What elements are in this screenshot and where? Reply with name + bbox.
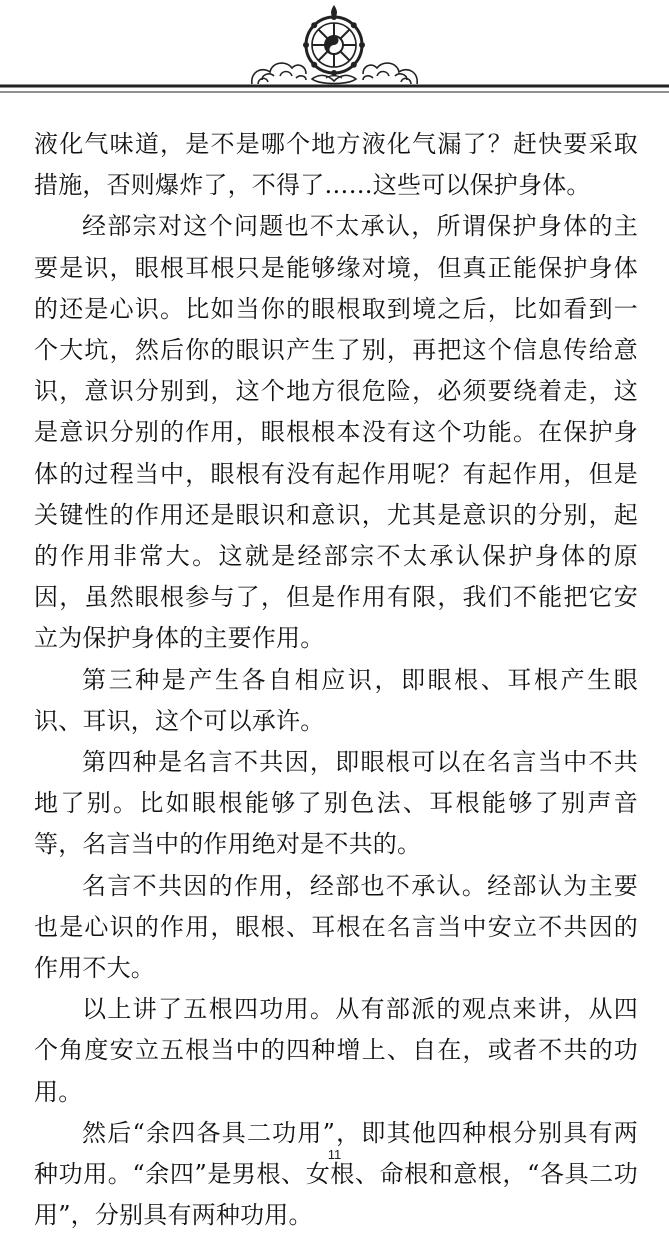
- body-paragraph: 经部宗对这个问题也不太承认，所谓保护身体的主要是识，眼根耳根只是能够缘对境，但真正能保护身体的还是心识。比如当你的眼根取到境之后，比如看到一个大坑，然后你的眼识产生了别，再把这个信息传给意识，意识分别到，这个地方很危险，必须要绕着走，这是意识分别的作用，眼根根本没有这个功能。在保护身体的过程当中，眼根有没有起作用呢？有起作用，但是关键性的作用还是眼识和意识，尤其是意识的分别，起的作用非常大。这就是经部宗不太承认保护身体的原因，虽然眼根参与了，但是作用有限，我们不能把它安立为保护身体的主要作用。: [34, 212, 638, 653]
- page-body: [34, 124, 638, 1236]
- body-paragraph: 以上讲了五根四功用。从有部派的观点来讲，从四个角度安立五根当中的四种增上、自在，或者不共的功用。: [34, 995, 638, 1106]
- body-paragraph: 然后“余四各具二功用”，即其他四种根分别具有两种功用。“余四”是男根、女根、命根和意根，“各具二功用”，分别具有两种功用。: [34, 1118, 638, 1230]
- auspicious-cloud-icon-right: [363, 63, 417, 84]
- header-ornament: [0, 0, 669, 110]
- dharma-wheel-icon: [303, 5, 365, 84]
- body-paragraph: 名言不共因的作用，经部也不承认。经部认为主要也是心识的作用，眼根、耳根在名言当中安立不共因的作用不大。: [34, 871, 638, 983]
- page-number: 11: [327, 1147, 342, 1162]
- auspicious-cloud-icon-left: [252, 63, 306, 84]
- body-paragraph: 液化气味道，是不是哪个地方液化气漏了？赶快要采取措施，否则爆炸了，不得了……这些可以保护身体。: [34, 130, 638, 200]
- page-header: [0, 0, 669, 110]
- body-paragraph: 第三种是产生各自相应识，即眼根、耳根产生眼识、耳识，这个可以承许。: [34, 665, 638, 735]
- body-paragraph: 第四种是名言不共因，即眼根可以在名言当中不共地了别。比如眼根能够了别色法、耳根能够了别声音等，名言当中的作用绝对是不共的。: [34, 748, 638, 859]
